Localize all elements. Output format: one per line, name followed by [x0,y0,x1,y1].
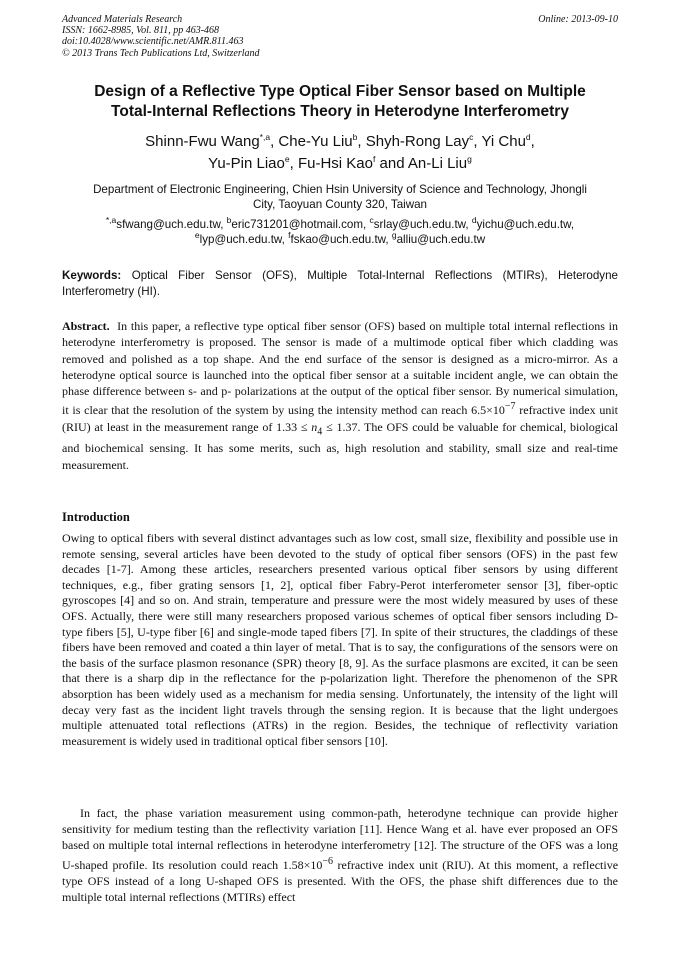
email-line-1 [62,217,618,232]
affiliation-line-1: Department of Electronic Engineering, Chien Hsin University of Science and Technology, Jhongli [93,183,587,196]
author-line-2 [62,153,618,175]
email-address[interactable]: eric731201@hotmail.com [231,218,364,231]
email-address[interactable]: lyp@uch.edu.tw [199,233,282,246]
email-mark: *,a [105,215,117,226]
author-name: Yi Chu [481,133,526,150]
author-separator: , [530,133,535,150]
author-name: Fu-Hsi Kao [297,155,373,172]
abstract-text-1: In this paper, a reflective type optical fiber sensor (OFS) based on multiple total internal reflections in heterodyne interferometry is proposed. The sensor is made of a multimode optical fiber which cladding was removed and polished as a top shape. And the end surface of the sensor is designed as a micro-mirror. As a heterodyne optical source is launched into the optical fiber sensor at a suitable incident angle, we can obtain the phase difference between s- and p- polarizations at the output of the optical fiber sensor. By numerical simulation, it is clear that the resolution of the system by using the intensity method can reach [62,319,618,418]
author-mark: f [372,154,376,164]
author-separator: , [270,133,279,150]
paragraph-2-text-1: In fact, the phase variation measurement using common-path, heterodyne technique can provide higher sensitivity for medium testing than the reflectivity variation [11]. Hence Wang et al. have ever proposed an OFS based on multiple total internal reflections in heterodyne interferometry [12]. The structure of the OFS was a long U-shaped profile. Its resolution could reach [62,806,618,872]
introduction-paragraph-2 [62,805,618,905]
author-mark: *,a [259,132,271,142]
email-mark: e [194,230,200,241]
author-separator: and [375,155,408,172]
abstract [62,318,618,473]
abstract-text-3: . The OFS could be valuable for chemical, biological and biochemical sensing. It has some merits, such as, high resolution and stability, small size and real-time measurement. [62,419,619,472]
author-name: Shinn-Fwu Wang [145,133,260,150]
email-line-2 [62,232,618,247]
author-separator: , [289,155,298,172]
email-mark: f [288,230,291,241]
author-list [62,131,618,175]
range-variable: n [311,419,318,434]
author-name: Shyh-Rong Lay [365,133,470,150]
email-address[interactable]: sfwang@uch.edu.tw [116,218,221,231]
email-separator: , [220,218,227,231]
section-heading-introduction: Introduction [62,510,130,524]
author-mark: b [352,132,358,142]
previous-resolution-exponent: −6 [322,855,333,867]
online-date: Online: 2013-09-10 [538,14,618,25]
email-separator: , [363,218,370,231]
journal-masthead [62,14,618,59]
email-separator: , [465,218,472,231]
paper-title [62,82,618,122]
copyright-line: © 2013 Trans Tech Publications Ltd, Switzerland [62,47,260,59]
resolution-value [471,403,515,417]
author-line-1 [62,131,618,153]
range-low: 1.33 ≤ [276,419,308,434]
author-name: An-Li Liu [407,155,468,172]
author-mark: d [525,132,531,142]
title-line-1: Design of a Reflective Type Optical Fiber Sensor based on Multiple [94,83,586,100]
previous-resolution-base: 1.58×10 [282,857,323,872]
author-mark: g [467,154,472,164]
keywords-text: Optical Fiber Sensor (OFS), Multiple Total-Internal Reflections (MTIRs), Heterodyne Interferometry (HI). [62,269,618,298]
journal-issn: ISSN: 1662-8985, Vol. 811, pp 463-468 [62,25,220,37]
email-address[interactable]: srlay@uch.edu.tw [373,218,466,231]
keywords [62,268,618,299]
resolution-base: 6.5×10 [471,403,505,418]
email-mark: b [226,215,232,226]
author-name: Yu-Pin Liao [208,155,285,172]
email-separator: , [385,233,392,246]
author-separator: , [357,133,366,150]
email-list [62,217,618,247]
resolution-exponent: −7 [504,401,516,413]
author-name: Che-Yu Liu [278,133,353,150]
email-mark: c [369,215,374,226]
doi-line[interactable]: doi:10.4028/www.scientific.net/AMR.811.463 [62,36,244,48]
email-address[interactable]: alliu@uch.edu.tw [396,233,486,246]
abstract-label: Abstract. [62,319,110,333]
range-subscript: 4 [317,426,323,438]
email-mark: d [471,215,477,226]
email-mark: g [391,230,397,241]
author-mark: c [469,132,474,142]
abstract-text-2: refractive index unit (RIU) at least in the measurement range of [62,403,619,434]
email-separator: , [570,218,575,231]
affiliation-line-2: City, Taoyuan County 320, Taiwan [252,198,427,211]
paragraph-2-text-2: refractive index unit (RIU). At this moment, a reflective type OFS instead of a long U-shaped OFS is presented. With the OFS, the phase shift differences due to the multiple total internal reflections (MTIRs) effect [62,857,619,905]
email-address[interactable]: fskao@uch.edu.tw [290,233,386,246]
title-line-2: Total-Internal Reflections Theory in Heterodyne Interferometry [111,103,569,120]
journal-name: Advanced Materials Research [62,14,183,25]
email-address[interactable]: yichu@uch.edu.tw [476,218,571,231]
range-high: ≤ 1.37 [326,419,358,434]
measurement-range [276,419,358,438]
previous-resolution-value [282,855,333,872]
keywords-label: Keywords: [62,269,122,282]
email-separator: , [281,233,289,246]
author-mark: e [284,154,290,164]
introduction-paragraph-1: Owing to optical fibers with several distinct advantages such as low cost, small size, flexibility and possible use in remote sensing, several articles have been devoted to the study of optical fiber sensors (OFS) in the past few decades [1-7]. Among these articles, researchers presented various optical fiber sensors by using different techniques, e.g., fiber grating sensors [1, 2], optical fiber Fabry-Perot interferometer sensor [3], fiber-optic gyroscopes [4] and so on. And strain, temperature and pressure were the most widely measured by uses of these OFS. Actually, there were still many researchers proposed various schemes of optical fiber sensors including D-type fibers [5], U-type fiber [6] and single-mode taped fibers [7]. In spite of their structures, the claddings of these fibers have been removed and coated a thin layer of metal. That is to say, the configurations of the sensors were on the basis of the surface plasmon resonance (SPR) theory [8, 9]. As the surface plasmons are excited, it can be seen that there is a sharp dip in the reflectance for the p-polarization light. Therefore the phenomenon of the SPR absorption has been widely used as a mechanism for media sensing. Unfortunately, the intensity of the light will decay very fast as the incident light travels through the sensing region. It is because that the light undergoes multiple attenuated total reflections (ATRs) in the region. Besides, the technique of reflectivity variation measurement is widely used in traditional optical fiber sensors [10]. [62,531,618,748]
affiliation [62,182,618,212]
author-separator: , [473,133,482,150]
